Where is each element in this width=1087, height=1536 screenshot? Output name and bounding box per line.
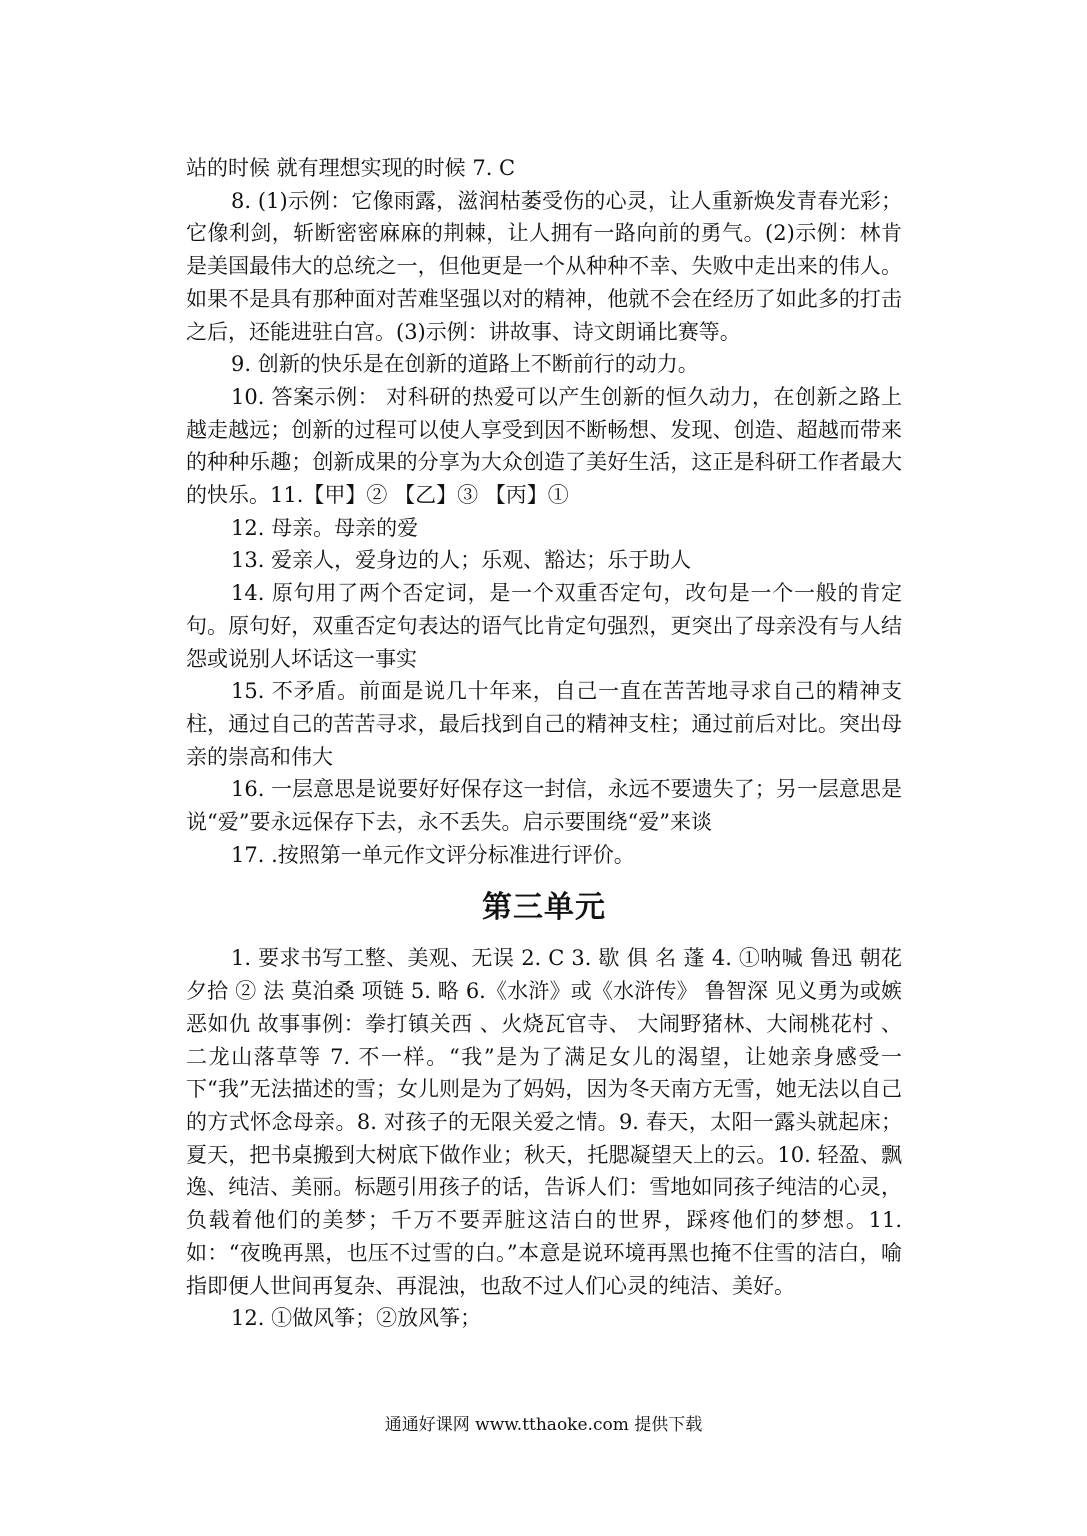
- paragraph-line-1: 站的时候 就有理想实现的时候 7. C: [186, 156, 516, 180]
- document-body: [186, 152, 902, 1335]
- paragraph-item-15: 15. 不矛盾。前面是说几十年来，自己一直在苦苦地寻求自己的精神支柱，通过自己的苦苦寻求，最后找到自己的精神支柱；通过前后对比。突出母亲的崇高和伟大: [186, 679, 902, 769]
- paragraph-item-12: 12. 母亲。母亲的爱: [231, 515, 419, 540]
- paragraph-item-16: 16. 一层意思是说要好好保存这一封信，永远不要遗失了；另一层意思是说“爱”要永远保存下去，永不丢失。启示要围绕“爱”来谈: [186, 777, 902, 835]
- paragraph-item-14: 14. 原句用了两个否定词，是一个双重否定句，改句是一个一般的肯定句。原句好，双重否定句表达的语气比肯定句强烈，更突出了母亲没有与人结怨或说别人坏话这一事实: [186, 581, 902, 671]
- paragraph-item-13: 13. 爱亲人，爱身边的人；乐观、豁达；乐于助人: [231, 548, 692, 573]
- page-footer: 通通好课网 www.tthaoke.com 提供下载: [384, 1415, 703, 1435]
- paragraph-item-17: 17. .按照第一单元作文评分标准进行评价。: [231, 842, 635, 867]
- paragraph-item-10: 10. 答案示例： 对科研的热爱可以产生创新的恒久动力，在创新之路上越走越远；创新的过程可以使人享受到因不断畅想、发现、创造、超越而带来的种种乐趣；创新成果的分享为大众创造了美好生活，这正是科研工作者最大的快乐。11.【甲】② 【乙】③ 【丙】①: [186, 384, 902, 508]
- paragraph-unit3-answers: 1. 要求书写工整、美观、无误 2. C 3. 歇 俱 名 蓬 4. ①呐喊 鲁迅 朝花夕拾 ② 法 莫泊桑 项链 5. 略 6.《水浒》或《水浒传》 鲁智深 见义勇为或嫉恶如仇 故事事例：拳打镇关西 、火烧瓦官寺、 大闹野猪林、大闹桃花村 、二龙山落草等 7. 不一样。“我”是为了满足女儿的渴望，让她亲身感受一下“我”无法描述的雪；女儿则是为了妈妈，因为冬天南方无雪，她无法以自己的方式怀念母亲。8. 对孩子的无限关爱之情。9. 春天，太阳一露头就起床；夏天，把书桌搬到大树底下做作业；秋天，托腮凝望天上的云。10. 轻盈、飘逸、纯洁、美丽。标题引用孩子的话，告诉人们：雪地如同孩子纯洁的心灵，负载着他们的美梦；千万不要弄脏这洁白的世界，踩疼他们的梦想。11. 如：“夜晚再黑，也压不过雪的白。”本意是说环境再黑也掩不住雪的洁白，喻指即便人世间再复杂、再混浊，也敌不过人们心灵的纯洁、美好。: [186, 946, 902, 1298]
- paragraph-unit3-item-12: 12. ①做风筝；②放风筝；: [231, 1306, 482, 1331]
- section-heading: 第三单元: [482, 890, 606, 926]
- paragraph-item-8: 8. (1)示例：它像雨露，滋润枯萎受伤的心灵，让人重新焕发青春光彩；它像利剑，斩断密密麻麻的荆棘，让人拥有一路向前的勇气。(2)示例：林肯是美国最伟大的总统之一，但他更是一个从种种不幸、失败中走出来的伟人。如果不是具有那种面对苦难坚强以对的精神，他就不会在经历了如此多的打击之后，还能进驻白宫。(3)示例：讲故事、诗文朗诵比赛等。: [186, 188, 902, 344]
- paragraph-item-9: 9. 创新的快乐是在创新的道路上不断前行的动力。: [231, 352, 699, 377]
